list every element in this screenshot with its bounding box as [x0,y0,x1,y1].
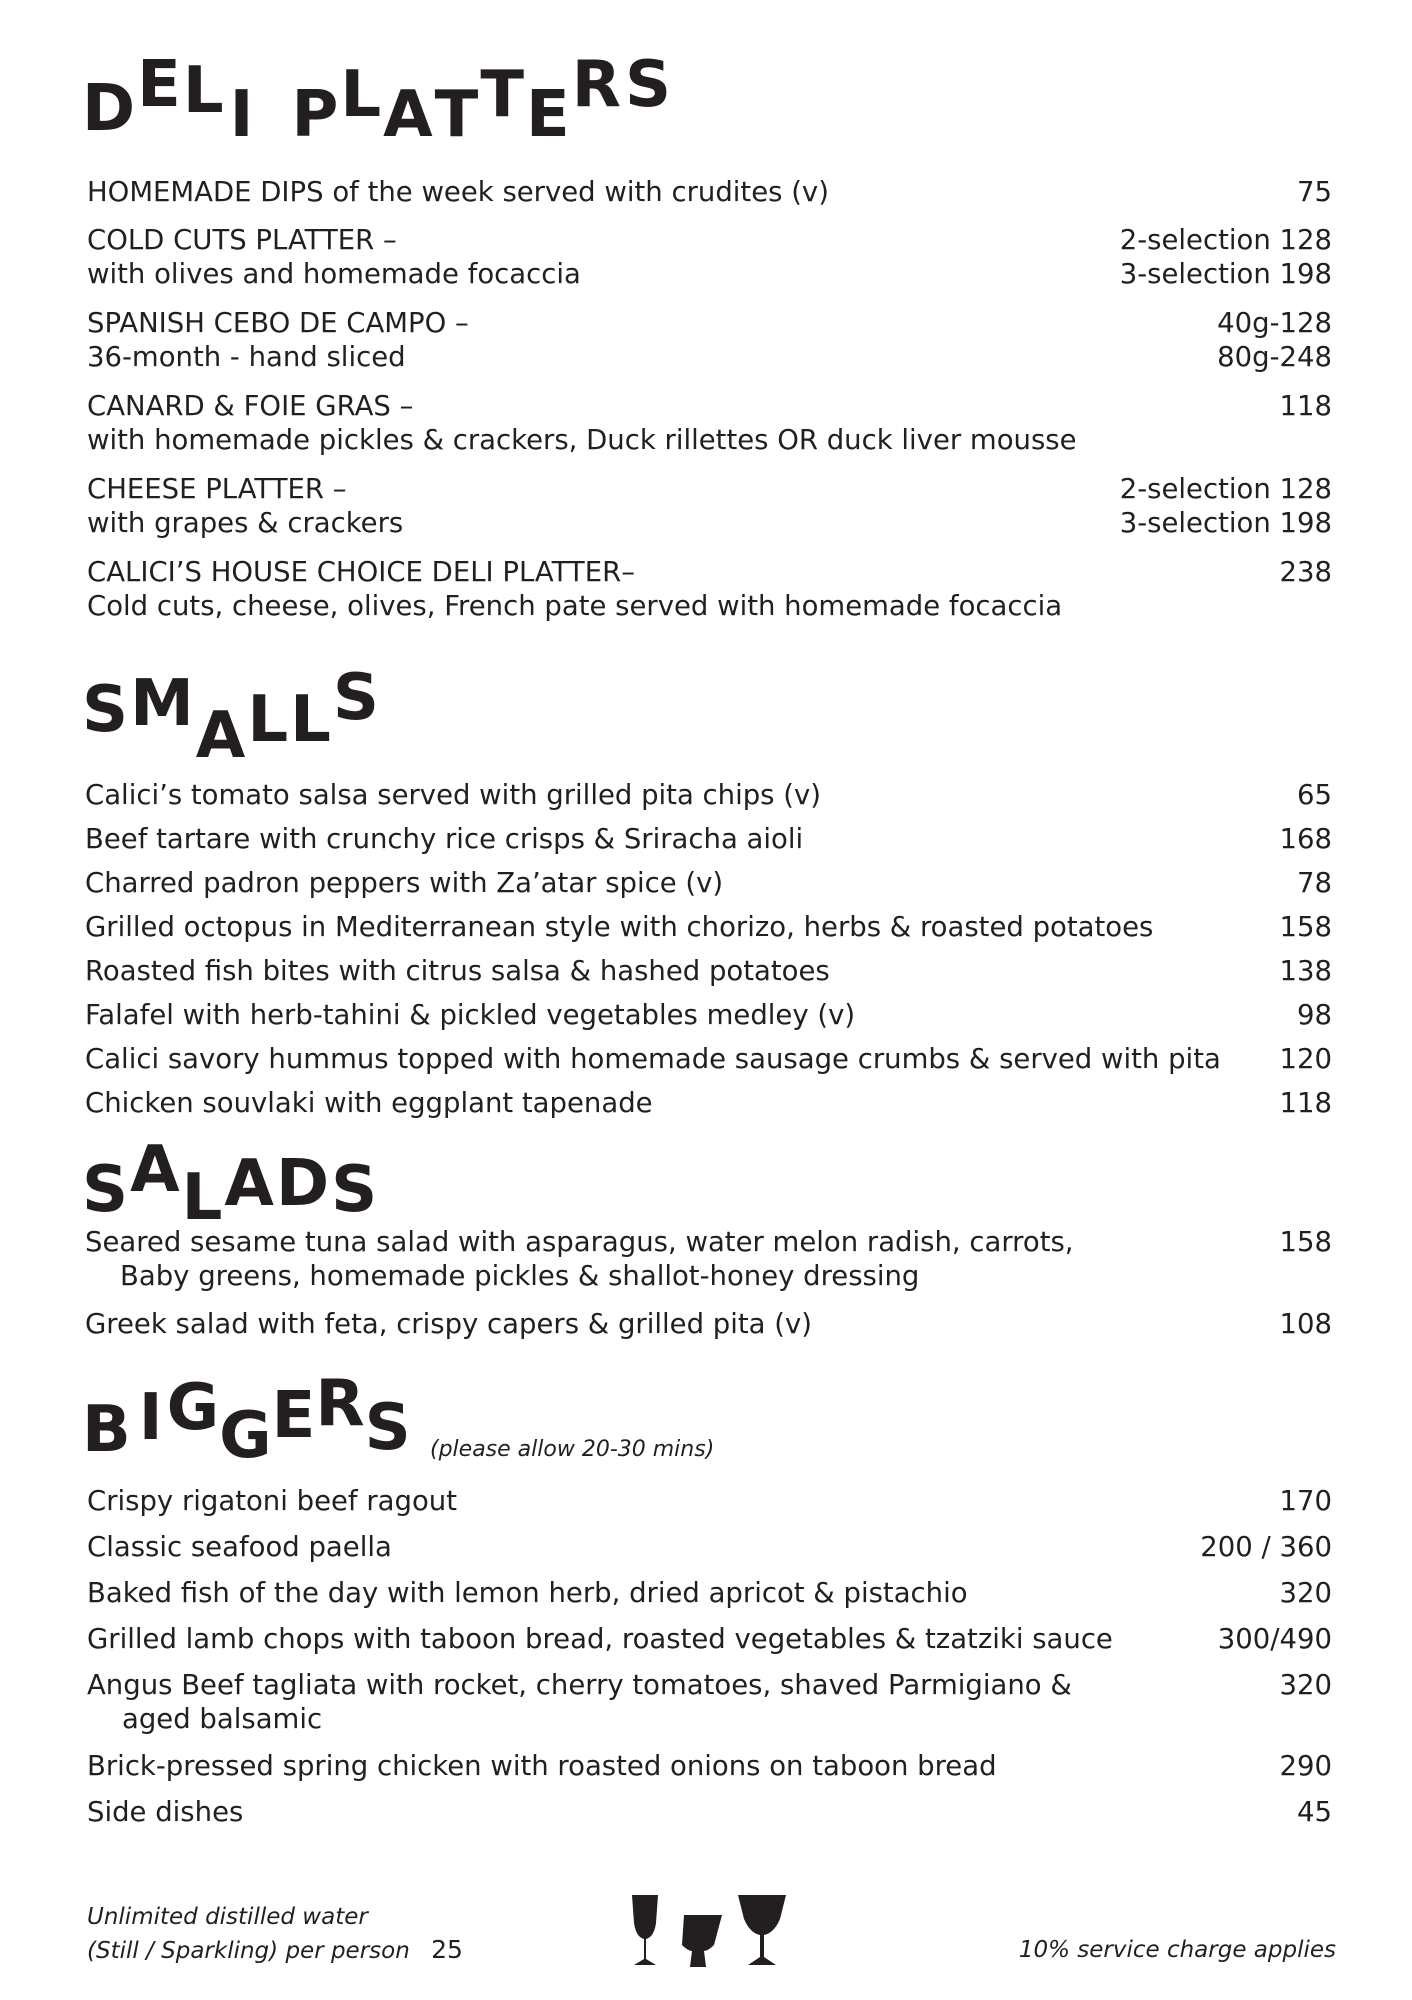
item-description-cont: with homemade pickles & crackers, Duck rillettes OR duck liver mousse [87,424,1077,456]
title-letter: L [247,683,289,757]
title-letter: S [332,661,379,735]
item-price: 108 [1279,1308,1332,1340]
item-price: 168 [1279,823,1332,855]
item-description: Brick-pressed spring chicken with roasted onions on taboon bread [87,1750,997,1782]
item-description: SPANISH CEBO DE CAMPO – [87,307,469,339]
section-title-smalls [82,661,379,773]
item-price: 75 [1297,176,1332,208]
item-description: CANARD & FOIE GRAS – [87,390,414,422]
title-letter: B [82,1393,131,1467]
item-price: 290 [1279,1750,1332,1782]
item-price: 78 [1297,867,1332,899]
item-description-cont: Cold cuts, cheese, olives, French pate served with homemade focaccia [87,590,1063,622]
item-description: Baked fish of the day with lemon herb, dried apricot & pistachio [87,1577,968,1609]
item-price: 3-selection 198 [1119,258,1332,290]
item-price: 118 [1279,1087,1332,1119]
item-price: 320 [1279,1577,1332,1609]
item-price: 320 [1279,1669,1332,1701]
title-letter: S [624,48,672,122]
item-price: 118 [1279,390,1332,422]
title-letter: R [571,48,621,122]
title-letter: A [383,78,433,152]
item-price: 98 [1297,999,1332,1031]
item-price: 40g-128 [1217,307,1332,339]
title-letter: R [315,1367,365,1441]
item-description: Beef tartare with crunchy rice crisps & Sriracha aioli [85,823,804,855]
item-price: 2-selection 128 [1119,473,1332,505]
title-letter: A [224,1147,274,1221]
item-price: 2-selection 128 [1119,224,1332,256]
item-price: 158 [1279,911,1332,943]
title-letter: A [130,1133,180,1207]
water-note-line2 [87,1933,463,1968]
title-letter: M [130,667,194,741]
title-letter: T [480,58,524,132]
title-letter: S [82,673,129,747]
item-description: Calici’s tomato salsa served with grilled pita chips (v) [85,779,821,811]
title-letter: D [82,72,136,146]
item-description-cont: Baby greens, homemade pickles & shallot-honey dressing [120,1260,920,1292]
item-price: 170 [1279,1485,1332,1517]
title-letter: L [340,58,382,132]
item-description-cont: 36-month - hand sliced [87,341,406,373]
item-description: Charred padron peppers with Za’atar spice (v) [85,867,724,899]
title-letter: I [138,1381,163,1455]
item-description: Chicken souvlaki with eggplant tapenade [85,1087,653,1119]
title-letter: E [137,48,181,122]
water-note-label: (Still / Sparkling) per person [87,1938,410,1964]
item-description: Calici savory hummus topped with homemade sausage crumbs & served with pita [85,1043,1221,1075]
item-description: Classic seafood paella [87,1531,392,1563]
title-letter: G [166,1371,220,1445]
item-description: Seared sesame tuna salad with asparagus, water melon radish, carrots, [85,1226,1074,1258]
item-description: HOMEMADE DIPS of the week served with crudites (v) [87,176,829,208]
title-letter: A [195,699,246,773]
item-price: 120 [1279,1043,1332,1075]
title-letter: S [364,1391,411,1465]
item-description: Grilled lamb chops with taboon bread, roasted vegetables & tzatziki sauce [87,1623,1113,1655]
title-letter: T [434,78,479,152]
title-letter: P [291,78,339,152]
glass-tall-icon [632,1895,658,1965]
section-title-salads [82,1133,378,1235]
water-note-line1: Unlimited distilled water [87,1904,368,1930]
section-title-biggers [82,1367,411,1473]
item-description: CALICI’S HOUSE CHOICE DELI PLATTER– [87,556,635,588]
title-letter: E [271,1379,316,1453]
item-description: Grilled octopus in Mediterranean style with chorizo, herbs & roasted potatoes [85,911,1154,943]
item-price: 138 [1279,955,1332,987]
item-price: 158 [1279,1226,1332,1258]
title-letter: L [290,683,331,757]
title-letter: E [525,78,570,152]
item-description: Roasted fish bites with citrus salsa & hashed potatoes [85,955,830,987]
title-letter: L [182,54,224,128]
biggers-note: (please allow 20-30 mins) [430,1437,715,1462]
title-letter: G [219,1399,272,1473]
item-description: Greek salad with feta, crispy capers & grilled pita (v) [85,1308,812,1340]
section-title-deli-platters [82,48,672,152]
wine-glasses-icon [630,1893,790,1973]
item-price: 238 [1279,556,1332,588]
item-price: 45 [1297,1796,1332,1828]
item-description-cont: aged balsamic [122,1703,323,1735]
title-letter: L [181,1161,223,1235]
service-charge-note: 10% service charge applies [1018,1937,1336,1963]
item-price: 200 / 360 [1200,1531,1332,1563]
title-letter: D [275,1147,330,1221]
water-price: 25 [431,1935,463,1964]
title-letter: S [82,1153,129,1227]
item-description-cont: with olives and homemade focaccia [87,258,581,290]
item-description: Crispy rigatoni beef ragout [87,1485,457,1517]
item-description: Angus Beef tagliata with rocket, cherry tomatoes, shaved Parmigiano & [87,1669,1072,1701]
item-description: COLD CUTS PLATTER – [87,224,397,256]
item-price: 65 [1297,779,1332,811]
glass-tumbler-icon [682,1915,722,1967]
item-price: 300/490 [1217,1623,1332,1655]
item-description-cont: with grapes & crackers [87,507,404,539]
title-letter: S [331,1153,378,1227]
item-description: Side dishes [87,1796,244,1828]
item-price: 80g-248 [1217,341,1332,373]
glass-coupe-icon [738,1895,786,1965]
title-letter: I [229,78,254,152]
item-description: CHEESE PLATTER – [87,473,347,505]
item-price: 3-selection 198 [1119,507,1332,539]
item-description: Falafel with herb-tahini & pickled vegetables medley (v) [85,999,856,1031]
